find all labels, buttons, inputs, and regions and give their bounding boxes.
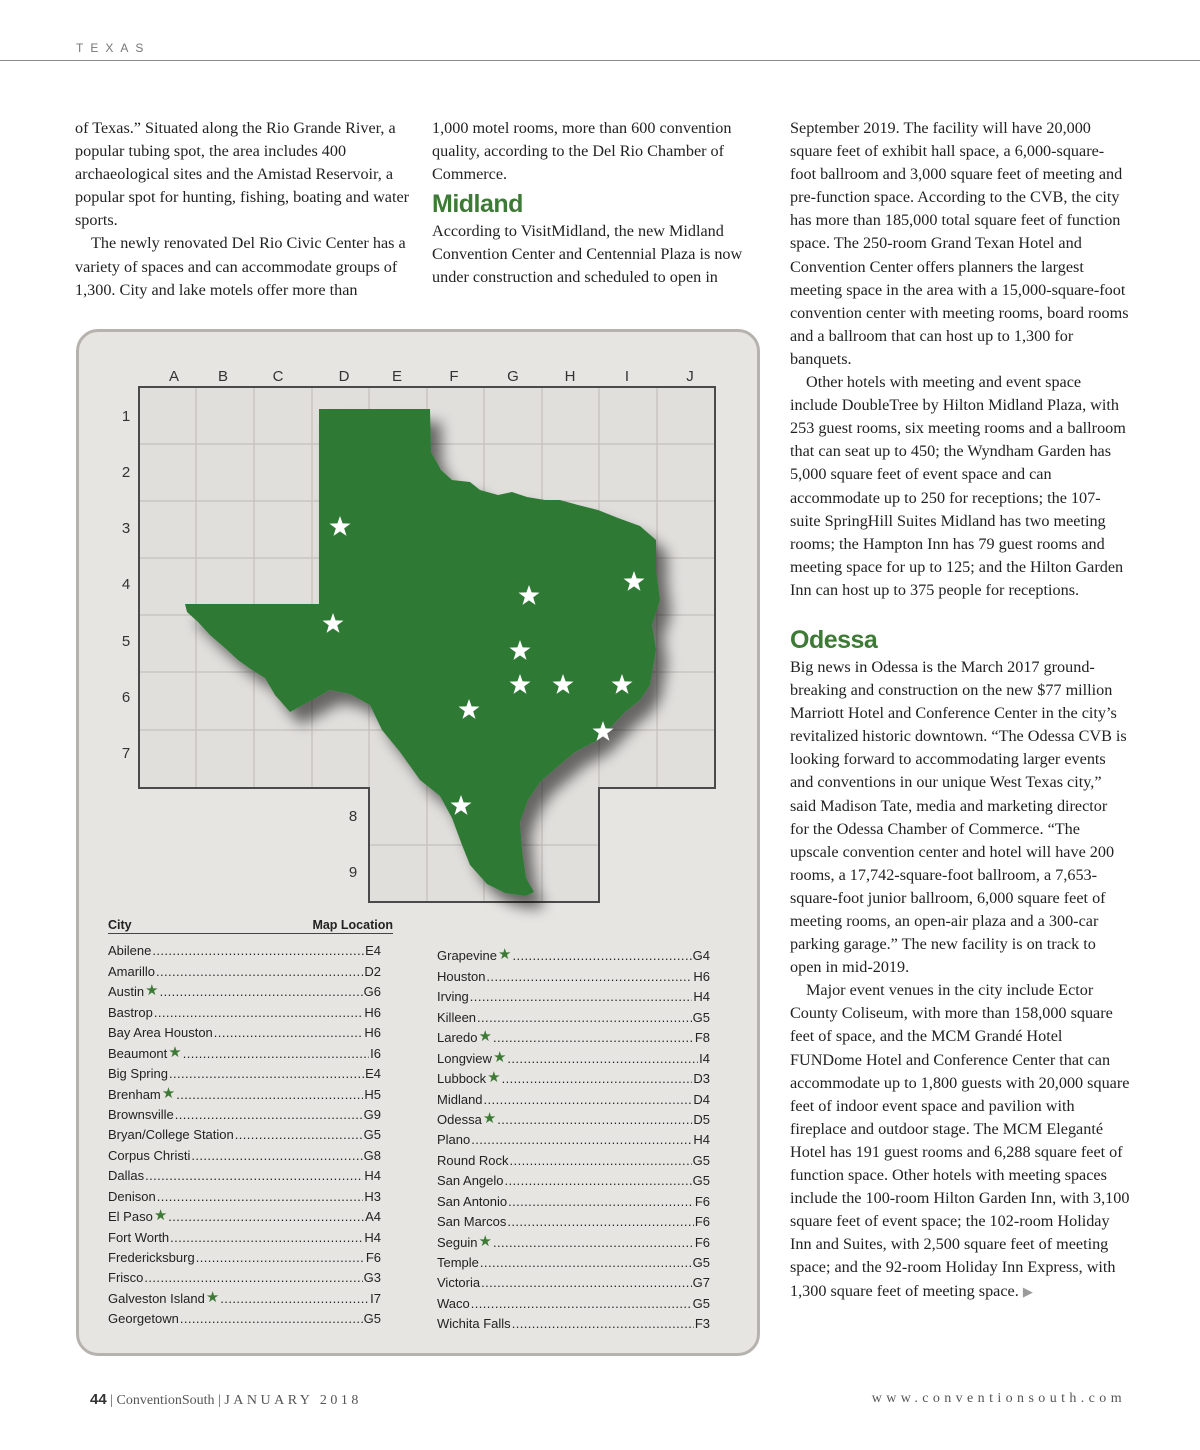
legend-row <box>437 1004 710 1024</box>
legend-row <box>108 979 381 999</box>
legend-city: Houston <box>437 968 486 984</box>
legend-city: Dallas <box>108 1168 145 1184</box>
legend-location: F8 <box>694 1030 710 1046</box>
legend-list-right <box>437 943 710 1331</box>
legend-city: Georgetown <box>108 1311 179 1327</box>
leader-dots <box>481 1275 692 1290</box>
legend-row <box>108 1061 381 1081</box>
leader-dots <box>512 1316 694 1331</box>
legend-city: San Antonio <box>437 1193 508 1209</box>
leader-dots <box>196 1250 365 1265</box>
star-icon: ★ <box>161 1084 176 1102</box>
footer-separator: | <box>110 1393 113 1408</box>
leader-dots <box>145 1168 363 1183</box>
legend-row <box>437 1066 710 1086</box>
leader-dots <box>502 1071 693 1086</box>
legend-location: H6 <box>693 968 710 984</box>
leader-dots <box>497 1112 692 1127</box>
footer-separator: | <box>218 1393 221 1408</box>
legend-location: D2 <box>364 963 381 979</box>
leader-dots <box>180 1311 363 1326</box>
leader-dots <box>477 1010 692 1025</box>
legend-location: G4 <box>692 948 710 964</box>
map-row-label: 4 <box>121 576 131 593</box>
star-icon: ★ <box>168 1043 182 1061</box>
legend-row <box>437 1025 710 1045</box>
paragraph: Big news in Odessa is the March 2017 ground-breaking and construction on the new $77 million Marriott Hotel and Conference Center in the city’s revitalized historic downtown. “The Odessa CVB is looking forward to accommodating larger events and conventions in our unique West Texas city,” said Madison Tate, media and marketing director for the Odessa Chamber of Commerce. “The upscale convention center and hotel will have 200 rooms, a 17,742-square-foot ballroom, a 7,653-square-foot junior ballroom, 6,000 square feet of meeting rooms, an open-air plaza and a 300-car parking garage.” The new facility is on track to open in mid-2019. <box>790 657 1127 977</box>
leader-dots <box>168 1209 364 1224</box>
legend-row <box>108 1081 381 1101</box>
legend-row <box>108 1122 381 1142</box>
leader-dots <box>507 1214 693 1229</box>
paragraph: 1,000 motel rooms, more than 600 convention quality, according to the Del Rio Chamber of Commerce. <box>432 119 732 184</box>
legend-row <box>437 1086 710 1106</box>
map-column-label: A <box>168 368 180 385</box>
legend-city: Seguin <box>437 1234 478 1250</box>
leader-dots <box>486 969 692 984</box>
legend-row <box>437 1311 710 1331</box>
leader-dots <box>191 1148 362 1163</box>
leader-dots <box>152 943 364 958</box>
legend-location: H4 <box>364 1229 381 1245</box>
legend-location: F6 <box>694 1234 710 1250</box>
legend-location: G7 <box>692 1275 710 1291</box>
legend-location-heading: Map Location <box>312 918 393 932</box>
legend-row <box>437 1229 710 1249</box>
legend-location: H3 <box>364 1188 381 1204</box>
leader-dots <box>157 1189 364 1204</box>
legend-row <box>108 1142 381 1162</box>
page-footer <box>90 1391 362 1409</box>
legend-location: G9 <box>363 1106 381 1122</box>
map-column-label: J <box>686 368 694 385</box>
legend-row <box>108 999 381 1019</box>
legend-row <box>108 1204 381 1224</box>
page-number: 44 <box>90 1391 107 1408</box>
legend-location: F6 <box>365 1250 381 1265</box>
leader-dots <box>214 1025 364 1040</box>
legend-city: San Angelo <box>437 1173 504 1189</box>
legend-city: Laredo <box>437 1030 478 1046</box>
leader-dots <box>170 1230 363 1245</box>
legend-city: Plano <box>437 1132 471 1148</box>
leader-dots <box>156 964 363 979</box>
legend-location: I7 <box>370 1290 381 1306</box>
legend-location: H5 <box>364 1086 381 1102</box>
legend-city: Abilene <box>108 943 152 959</box>
legend-city: Odessa <box>437 1111 482 1127</box>
legend-city: Frisco <box>108 1270 144 1286</box>
map-column-label: G <box>507 368 519 385</box>
section-heading-odessa: Odessa <box>790 625 878 654</box>
paragraph: Other hotels with meeting and event space include DoubleTree by Hilton Midland Plaza, with 253 guest rooms, six meeting rooms and a ballroom that can seat up to 450; the Wyndham Garden has 5,000 square feet of event space and can accommodate up to 250 for receptions; the 107-suite SpringHill Suites Midland has two meeting rooms; the Hampton Inn has 79 guest rooms and meeting space for up to 125; and the Hilton Garden Inn can host up to 375 people for receptions. <box>790 373 1126 599</box>
legend-location: I6 <box>370 1045 381 1061</box>
section-heading-midland: Midland <box>432 190 523 219</box>
paragraph: of Texas.” Situated along the Rio Grande River, a popular tubing spot, the area includes 400 archaeological sites and the Amistad Reservoir, a popular spot for hunting, fishing, boating and water sports. <box>75 119 410 230</box>
paragraph: September 2019. The facility will have 20,000 square feet of exhibit hall space, a 6,000-square-foot ballroom and 3,000 square feet of meeting and pre-function space. According to the CVB, the city has more than 185,000 total square feet of function space. The 250-room Grand Texan Hotel and Convention Center offers planners the largest meeting space in the area with a 15,000-square-foot convention center with meeting rooms, board rooms and a ballroom that can host up to 1,300 for banquets. <box>790 119 1129 368</box>
leader-dots <box>508 1194 694 1209</box>
legend-location: G5 <box>692 1255 710 1270</box>
leader-dots <box>480 1255 692 1270</box>
legend-row <box>108 1102 381 1122</box>
legend-city: Longview <box>437 1050 492 1066</box>
legend-location: H6 <box>364 1004 381 1020</box>
legend-location: H4 <box>693 1132 710 1148</box>
legend-city: Beaumont <box>108 1045 168 1061</box>
legend-location: D5 <box>693 1111 710 1127</box>
leader-dots <box>175 1107 363 1122</box>
legend-city: Bastrop <box>108 1004 153 1020</box>
paragraph: According to VisitMidland, the new Midland Convention Center and Centennial Plaza is now under construction and scheduled to open in <box>432 222 743 287</box>
legend-location: F6 <box>694 1193 710 1209</box>
map-column-label: D <box>338 368 350 385</box>
star-icon: ★ <box>478 1028 492 1046</box>
leader-dots <box>484 1092 693 1107</box>
legend-row <box>437 1107 710 1127</box>
legend-city: Wichita Falls <box>437 1316 511 1332</box>
legend-row <box>437 1147 710 1167</box>
map-column-label: H <box>564 368 576 385</box>
star-icon: ★ <box>487 1069 501 1087</box>
legend-location: G5 <box>363 1311 381 1327</box>
leader-dots <box>160 984 363 999</box>
legend-city: Temple <box>437 1255 479 1270</box>
leader-dots <box>471 1132 692 1147</box>
map-row-label: 2 <box>121 464 131 481</box>
legend-row <box>437 1045 710 1065</box>
issue-date: JANUARY 2018 <box>224 1393 362 1408</box>
leader-dots <box>169 1066 364 1081</box>
map-row-label: 1 <box>121 408 131 425</box>
legend-row <box>437 1250 710 1270</box>
legend-city: San Marcos <box>437 1214 507 1230</box>
leader-dots <box>510 1153 692 1168</box>
legend-city: Lubbock <box>437 1071 487 1087</box>
map-row-label: 7 <box>121 745 131 762</box>
legend-list-left <box>108 938 381 1326</box>
star-icon: ★ <box>145 982 159 1000</box>
map-column-label: E <box>391 368 403 385</box>
leader-dots <box>176 1087 363 1102</box>
legend-location: G5 <box>692 1173 710 1189</box>
map-row-label: 5 <box>121 633 131 650</box>
legend-row <box>437 1209 710 1229</box>
legend-header <box>108 918 393 934</box>
legend-row <box>108 1020 381 1040</box>
legend-location: E4 <box>365 943 381 959</box>
map-row-label: 9 <box>348 864 358 881</box>
star-icon: ★ <box>478 1232 492 1250</box>
legend-city: Fort Worth <box>108 1229 170 1245</box>
legend-location: G5 <box>692 1152 710 1168</box>
legend-row <box>108 1163 381 1183</box>
legend-city: Victoria <box>437 1275 481 1291</box>
map-column-label: F <box>449 368 459 385</box>
legend-location: E4 <box>365 1066 381 1082</box>
legend-city: Amarillo <box>108 963 155 979</box>
legend-city: Bryan/College Station <box>108 1127 234 1143</box>
legend-location: D3 <box>693 1071 710 1087</box>
legend-row <box>108 1245 381 1265</box>
star-icon: ★ <box>482 1109 497 1127</box>
legend-row <box>437 963 710 983</box>
leader-dots <box>493 1235 694 1250</box>
legend-city: Brownsville <box>108 1106 174 1122</box>
leader-dots <box>507 1051 698 1066</box>
map-column-label: B <box>217 368 229 385</box>
legend-row <box>437 984 710 1004</box>
star-icon: ★ <box>492 1048 507 1066</box>
map-row-label: 3 <box>121 520 131 537</box>
legend-row <box>108 1285 381 1305</box>
map-row-label: 6 <box>121 689 131 706</box>
map-column-label: I <box>624 368 630 385</box>
leader-dots <box>220 1291 369 1306</box>
legend-city: Midland <box>437 1091 483 1107</box>
leader-dots <box>470 989 693 1004</box>
legend-row <box>108 1265 381 1285</box>
legend-city-heading: City <box>108 918 132 932</box>
legend-row <box>437 1270 710 1290</box>
paragraph: The newly renovated Del Rio Civic Center has a variety of spaces and can accommodate groups of 1,300. City and lake motels offer more than <box>75 234 406 299</box>
legend-location: G5 <box>692 1009 710 1025</box>
legend-location: I4 <box>699 1050 710 1066</box>
legend-row <box>108 1040 381 1060</box>
paragraph-text: Major event venues in the city include Ector County Coliseum, with more than 158,000 square feet of space, and the MCM Grandé Hotel FUNDome Hotel and Conference Center that can accommodate up to 1,800 guests with 20,000 square feet of indoor event space and pavilion with fireplace and outdoor stage. The MCM Eleganté Hotel has 191 guest rooms and 6,288 square feet of function space. Other hotels with meeting spaces include the 100-room Hilton Garden Inn, with 3,100 square feet of event space; the 102-room Holiday Inn and Suites, with 2,500 square feet of meeting space; and the 92-room Holiday Inn Express, with 1,300 square feet of meeting space. <box>790 981 1130 1300</box>
legend-city: Austin <box>108 984 145 1000</box>
legend-city: Waco <box>437 1295 470 1311</box>
section-label: TEXAS <box>76 41 151 55</box>
footer-url: www.conventionsouth.com <box>871 1391 1126 1406</box>
legend-city: El Paso <box>108 1209 153 1225</box>
legend-location: G6 <box>363 984 381 1000</box>
legend-row <box>108 1306 381 1326</box>
legend-location: G5 <box>363 1127 381 1143</box>
continue-arrow-icon: ▶ <box>1022 1283 1033 1299</box>
legend-city: Denison <box>108 1188 156 1204</box>
leader-dots <box>471 1296 692 1311</box>
legend-location: F6 <box>694 1214 710 1230</box>
legend-row <box>108 958 381 978</box>
star-icon: ★ <box>497 946 512 964</box>
legend-city: Big Spring <box>108 1066 168 1082</box>
leader-dots <box>512 948 691 963</box>
map-column-label: C <box>272 368 284 385</box>
leader-dots <box>154 1005 364 1020</box>
star-icon: ★ <box>153 1207 168 1225</box>
legend-location: G3 <box>363 1270 381 1286</box>
leader-dots <box>493 1030 694 1045</box>
legend-row <box>437 1188 710 1208</box>
legend-location: D4 <box>693 1091 710 1107</box>
legend-location: A4 <box>365 1209 381 1225</box>
legend-city: Round Rock <box>437 1152 509 1168</box>
leader-dots <box>235 1127 363 1142</box>
legend-city: Fredericksburg <box>108 1250 195 1265</box>
legend-city: Irving <box>437 989 469 1005</box>
legend-location: G5 <box>692 1295 710 1311</box>
legend-city: Grapevine <box>437 948 497 964</box>
legend-city: Brenham <box>108 1086 161 1102</box>
legend-location: H4 <box>693 989 710 1005</box>
magazine-name: ConventionSouth <box>116 1393 215 1408</box>
legend-city: Bay Area Houston <box>108 1025 213 1041</box>
legend-row <box>108 938 381 958</box>
legend-row <box>108 1183 381 1203</box>
legend-row <box>437 1168 710 1188</box>
legend-location: H4 <box>364 1168 381 1184</box>
legend-city: Corpus Christi <box>108 1147 191 1163</box>
legend-row <box>108 1224 381 1244</box>
legend-row <box>437 1290 710 1310</box>
legend-location: G8 <box>363 1147 381 1163</box>
legend-city: Galveston Island <box>108 1290 205 1306</box>
legend-location: F3 <box>694 1316 710 1332</box>
leader-dots <box>144 1270 362 1285</box>
leader-dots <box>183 1046 369 1061</box>
map-row-label: 8 <box>348 808 358 825</box>
legend-row <box>437 943 710 963</box>
leader-dots <box>505 1173 692 1188</box>
legend-city: Killeen <box>437 1009 477 1025</box>
star-icon: ★ <box>205 1288 220 1306</box>
legend-location: H6 <box>364 1025 381 1041</box>
legend-row <box>437 1127 710 1147</box>
